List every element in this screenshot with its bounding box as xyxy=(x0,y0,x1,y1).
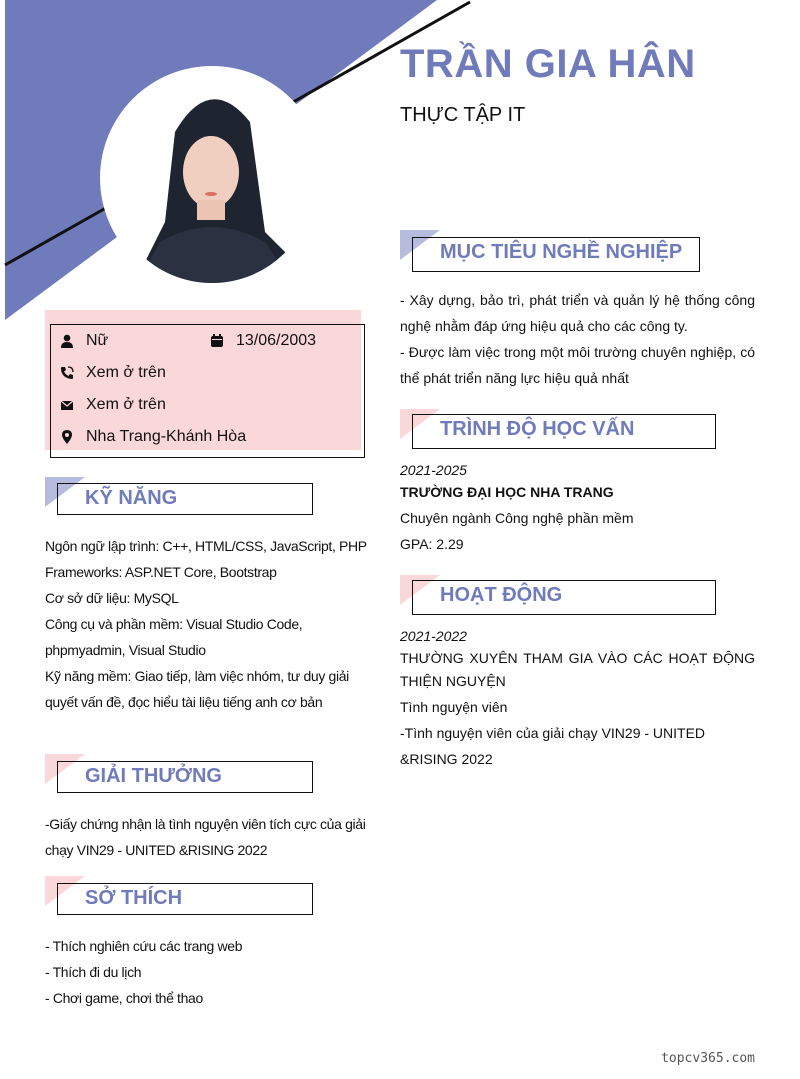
hobby-item: - Thích đi du lịch xyxy=(45,964,142,980)
contact-email xyxy=(60,395,166,415)
address-value: Nha Trang-Khánh Hòa xyxy=(86,428,247,445)
skills-header xyxy=(57,483,313,515)
watermark: topcv365.com xyxy=(661,1051,755,1066)
contact-address xyxy=(60,427,246,447)
birthday-value: 13/06/2003 xyxy=(236,332,317,349)
skill-item: Kỹ năng mềm: Giao tiếp, làm việc nhóm, tư duy giải quyết vấn đề, đọc hiểu tài liệu tiếng anh cơ bản xyxy=(45,668,349,710)
phone-value: Xem ở trên xyxy=(86,364,166,381)
skill-item: Cơ sở dữ liệu: MySQL xyxy=(45,590,179,606)
award-item: -Giấy chứng nhận là tình nguyện viên tích cực của giải chạy VIN29 - UNITED &RISING 2022 xyxy=(45,816,366,858)
hobbies-header xyxy=(57,883,313,915)
education-title: TRÌNH ĐỘ HỌC VẤN xyxy=(440,418,635,440)
skills-list xyxy=(45,533,367,715)
objective-text xyxy=(400,287,755,391)
skills-title: KỸ NĂNG xyxy=(85,487,178,509)
hobbies-list xyxy=(45,933,367,1011)
objective-header xyxy=(412,237,700,272)
objective-line: - Xây dựng, bảo trì, phát triển và quản lý hệ thống công nghệ nhằm đáp ứng hiệu quả cho các công ty. xyxy=(400,292,755,334)
contact-gender xyxy=(60,331,108,351)
education-gpa: GPA: 2.29 xyxy=(400,536,464,552)
awards-title: GIẢI THƯỞNG xyxy=(85,765,222,787)
location-pin-icon xyxy=(60,430,74,444)
contact-birthday xyxy=(210,331,316,351)
education-major: Chuyên ngành Công nghệ phần mềm xyxy=(400,510,634,526)
candidate-position: THỰC TẬP IT xyxy=(400,104,526,126)
candidate-name: TRẦN GIA HÂN xyxy=(400,42,696,86)
education-header xyxy=(412,414,716,449)
contact-phone xyxy=(60,363,166,383)
education-period: 2021-2025 xyxy=(400,462,467,478)
activity-detail: -Tình nguyện viên của giải chạy VIN29 - UNITED &RISING 2022 xyxy=(400,725,706,767)
activities-title: HOẠT ĐỘNG xyxy=(440,584,563,606)
hobbies-title: SỞ THÍCH xyxy=(85,887,183,909)
activity-period: 2021-2022 xyxy=(400,628,467,644)
activity-role: Tình nguyện viên xyxy=(400,699,508,715)
education-school: TRƯỜNG ĐẠI HỌC NHA TRANG xyxy=(400,484,614,500)
envelope-icon xyxy=(60,398,74,412)
awards-header xyxy=(57,761,313,793)
activities-header xyxy=(412,580,716,615)
activity-organization: THƯỜNG XUYÊN THAM GIA VÀO CÁC HOẠT ĐỘNG THIỆN NGUYỆN xyxy=(400,650,755,689)
objective-title: MỤC TIÊU NGHỀ NGHIỆP xyxy=(440,241,683,263)
hobby-item: - Thích nghiên cứu các trang web xyxy=(45,938,243,954)
profile-photo xyxy=(105,72,319,286)
user-icon xyxy=(60,334,74,348)
email-value: Xem ở trên xyxy=(86,396,166,413)
skill-item: Frameworks: ASP.NET Core, Bootstrap xyxy=(45,564,277,580)
skill-item: Ngôn ngữ lập trình: C++, HTML/CSS, JavaScript, PHP xyxy=(45,538,367,554)
awards-list xyxy=(45,811,367,863)
phone-icon xyxy=(60,366,74,380)
gender-value: Nữ xyxy=(86,332,109,349)
calendar-icon xyxy=(210,334,224,348)
objective-line: - Được làm việc trong một môi trường chuyên nghiệp, có thể phát triển năng lực hiệu quả nhất xyxy=(400,344,755,386)
hobby-item: - Chơi game, chơi thể thao xyxy=(45,990,203,1006)
skill-item: Công cụ và phần mềm: Visual Studio Code, phpmyadmin, Visual Studio xyxy=(45,616,303,658)
